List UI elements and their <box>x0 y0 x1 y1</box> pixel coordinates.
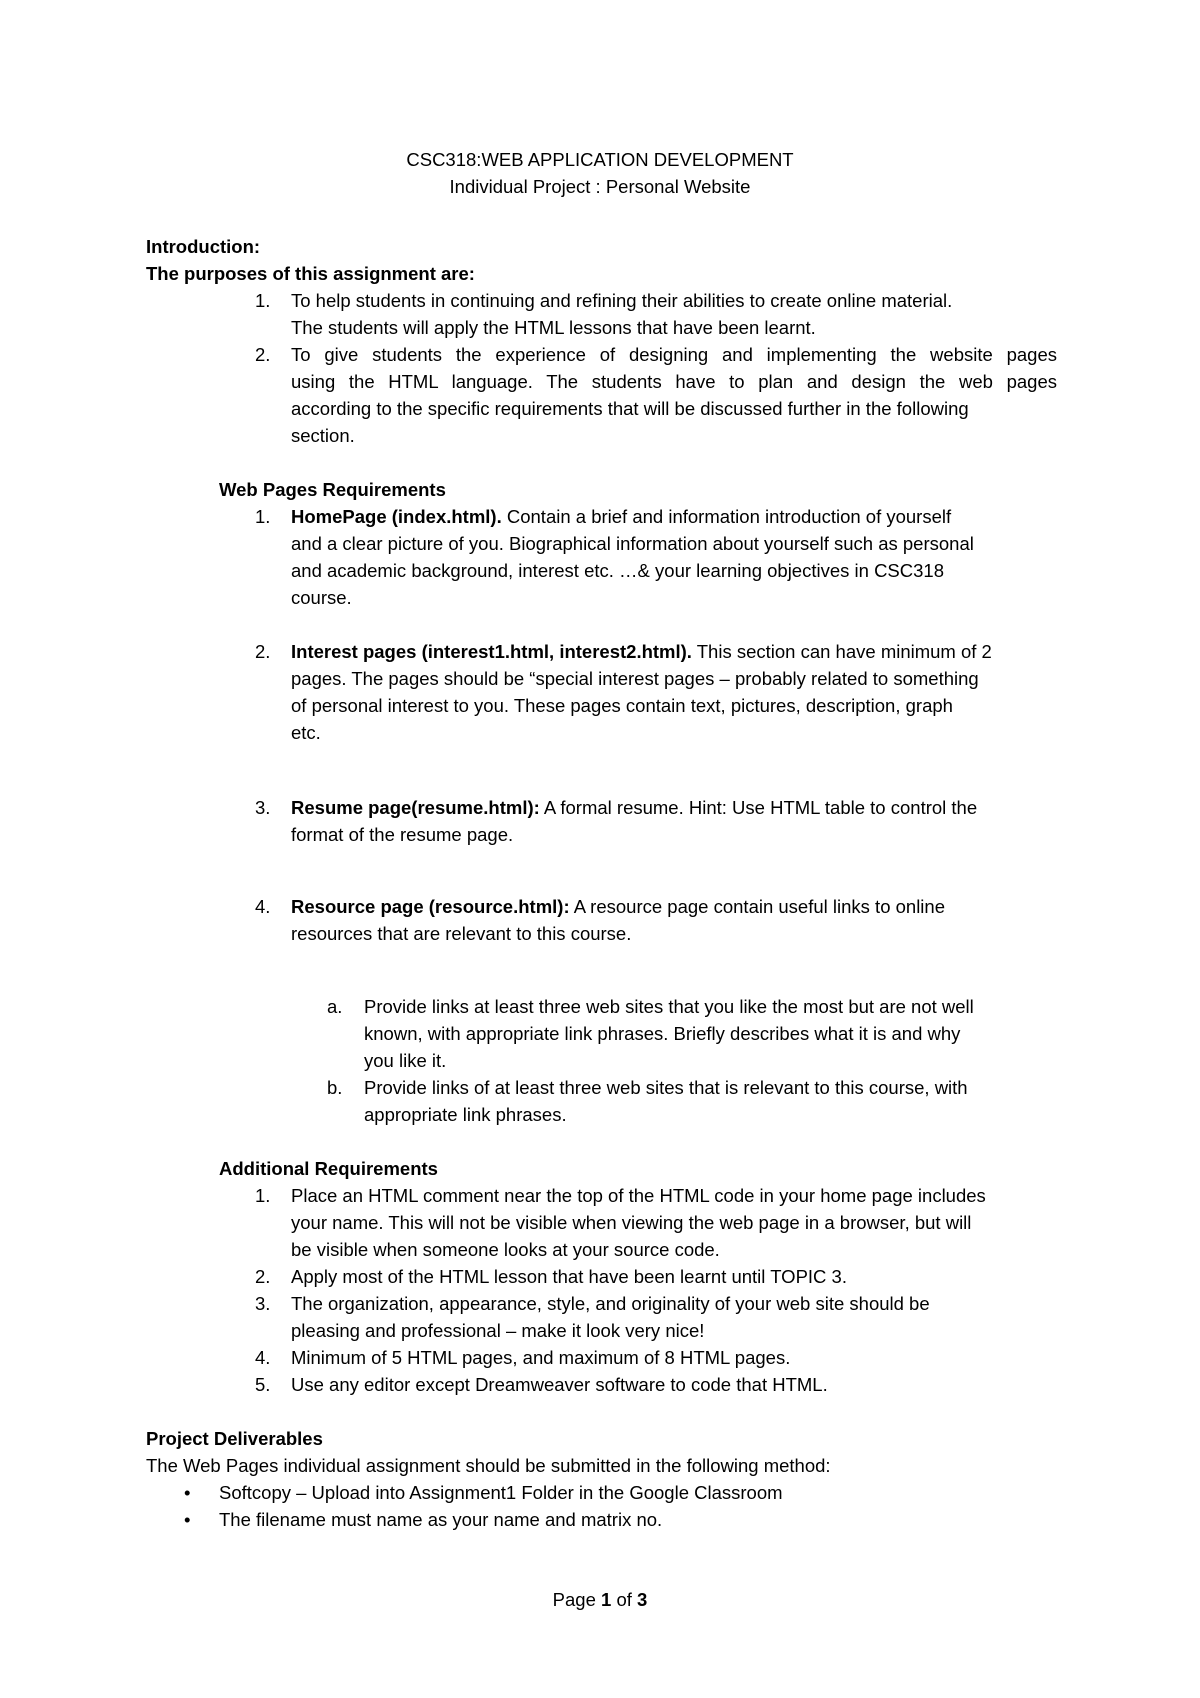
resource-page-label: Resource page (resource.html): <box>291 896 570 917</box>
homepage-label: HomePage (index.html). <box>291 506 502 527</box>
list-number: 1. <box>255 1185 271 1206</box>
list-item-line: of personal interest to you. These pages contain text, pictures, description, graph <box>291 695 953 716</box>
list-item-line <box>291 638 992 665</box>
sub-list-item-line: appropriate link phrases. <box>364 1104 567 1125</box>
list-item-line: format of the resume page. <box>291 824 514 845</box>
list-number: 5. <box>255 1374 271 1395</box>
list-item-line: using the HTML language. The students have to plan and design the web pages <box>291 371 1057 392</box>
page-footer <box>0 1586 1200 1613</box>
list-number: 1. <box>255 290 271 311</box>
sub-list-letter: b. <box>327 1077 343 1098</box>
list-item-line: pages. The pages should be “special interest pages – probably related to something <box>291 668 979 689</box>
list-item-line: The organization, appearance, style, and originality of your web site should be <box>291 1293 930 1314</box>
list-item-line <box>291 893 945 920</box>
list-number: 2. <box>255 344 271 365</box>
list-item-line: Minimum of 5 HTML pages, and maximum of 8 HTML pages. <box>291 1347 791 1368</box>
list-item-line: Place an HTML comment near the top of the HTML code in your home page includes <box>291 1185 986 1206</box>
list-item-line: To give students the experience of designing and implementing the website pages <box>291 344 1057 365</box>
list-number: 2. <box>255 1266 271 1287</box>
list-item-line: course. <box>291 587 352 608</box>
list-item-text: A formal resume. Hint: Use HTML table to control the <box>539 797 978 818</box>
page-number: 1 <box>601 1589 612 1610</box>
project-subtitle: Individual Project : Personal Website <box>449 176 751 197</box>
bullet-item: The filename must name as your name and matrix no. <box>219 1509 663 1530</box>
list-item-line: resources that are relevant to this course. <box>291 923 632 944</box>
list-item-line <box>291 503 951 530</box>
resume-page-label: Resume page(resume.html): <box>291 797 540 818</box>
list-item-line: To help students in continuing and refining their abilities to create online material. <box>291 290 953 311</box>
list-number: 2. <box>255 641 271 662</box>
bullet-icon: • <box>184 1482 191 1503</box>
deliverables-heading: Project Deliverables <box>146 1428 323 1449</box>
list-item-line: pleasing and professional – make it look very nice! <box>291 1320 705 1341</box>
list-item-line: your name. This will not be visible when viewing the web page in a browser, but will <box>291 1212 972 1233</box>
sub-list-item-line: Provide links at least three web sites that you like the most but are not well <box>364 996 974 1017</box>
list-item-text: A resource page contain useful links to online <box>569 896 945 917</box>
bullet-item: Softcopy – Upload into Assignment1 Folder in the Google Classroom <box>219 1482 783 1503</box>
of-word: of <box>611 1589 638 1610</box>
list-number: 3. <box>255 1293 271 1314</box>
list-item-line: according to the specific requirements that will be discussed further in the following <box>291 398 969 419</box>
list-number: 3. <box>255 797 271 818</box>
sub-list-item-line: Provide links of at least three web sites that is relevant to this course, with <box>364 1077 968 1098</box>
list-item-line: Use any editor except Dreamweaver software to code that HTML. <box>291 1374 828 1395</box>
web-pages-heading: Web Pages Requirements <box>219 479 446 500</box>
list-item-line: be visible when someone looks at your source code. <box>291 1239 720 1260</box>
list-item-text: Contain a brief and information introduction of yourself <box>501 506 952 527</box>
list-item-line: and academic background, interest etc. …& your learning objectives in CSC318 <box>291 560 944 581</box>
list-item-line: The students will apply the HTML lessons that have been learnt. <box>291 317 816 338</box>
list-item-line: etc. <box>291 722 321 743</box>
page-word: Page <box>552 1589 602 1610</box>
list-item-line: Apply most of the HTML lesson that have been learnt until TOPIC 3. <box>291 1266 847 1287</box>
course-title: CSC318:WEB APPLICATION DEVELOPMENT <box>406 149 794 170</box>
sub-list-item-line: you like it. <box>364 1050 447 1071</box>
list-number: 1. <box>255 506 271 527</box>
interest-pages-label: Interest pages (interest1.html, interest2.html). <box>291 641 692 662</box>
list-item-line: and a clear picture of you. Biographical information about yourself such as personal <box>291 533 974 554</box>
list-number: 4. <box>255 1347 271 1368</box>
list-item-line: section. <box>291 425 355 446</box>
sub-list-item-line: known, with appropriate link phrases. Briefly describes what it is and why <box>364 1023 961 1044</box>
bullet-icon: • <box>184 1509 191 1530</box>
purposes-heading: The purposes of this assignment are: <box>146 263 475 284</box>
list-number: 4. <box>255 896 271 917</box>
intro-heading: Introduction: <box>146 236 261 257</box>
additional-heading: Additional Requirements <box>219 1158 438 1179</box>
deliverables-intro: The Web Pages individual assignment should be submitted in the following method: <box>146 1455 831 1476</box>
page-total: 3 <box>637 1589 648 1610</box>
list-item-text: This section can have minimum of 2 <box>691 641 992 662</box>
sub-list-letter: a. <box>327 996 343 1017</box>
list-item-line <box>291 794 977 821</box>
